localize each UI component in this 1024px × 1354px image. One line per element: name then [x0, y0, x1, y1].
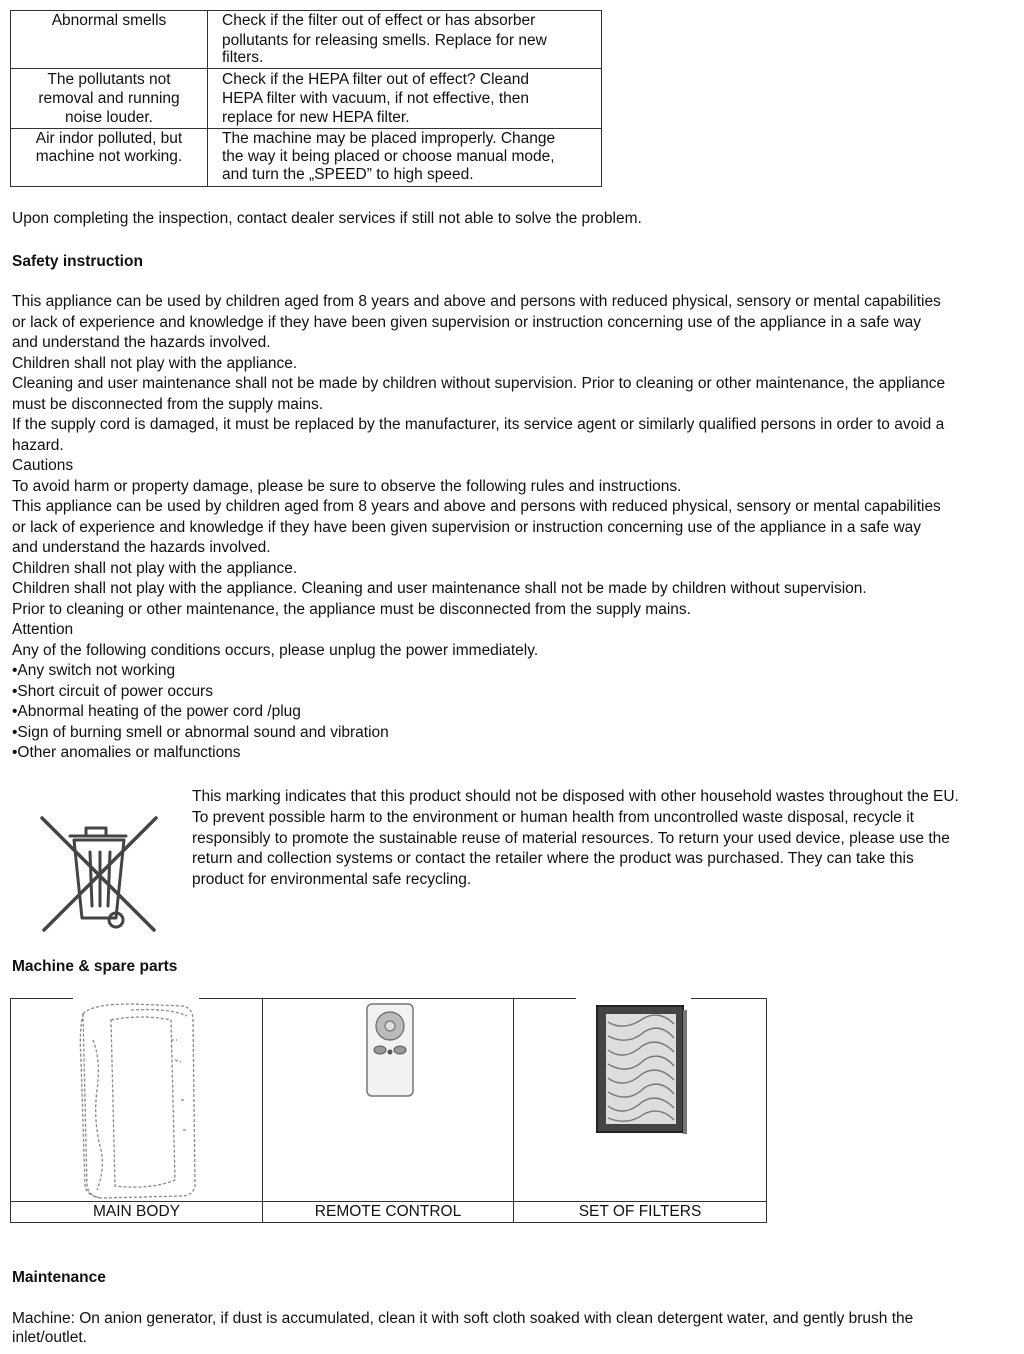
solution-cell: Check if the filter out of effect or has absorber pollutants for releasing smells. Replace for new filters.	[208, 11, 602, 69]
air-purifier-icon	[71, 1000, 206, 1200]
maintenance-text	[12, 1309, 1016, 1347]
text-line: responsibly to promote the sustainable reuse of material resources. To return your used device, please use the	[192, 829, 950, 847]
text-line: or lack of experience and knowledge if they have been given supervision or instruction concerning use of the appliance in a safe way	[12, 313, 922, 331]
part-main-body	[11, 998, 262, 1222]
text-line: Prior to cleaning or other maintenance, the appliance must be disconnected from the supply mains.	[12, 600, 691, 618]
text-line: To avoid harm or property damage, please be sure to observe the following rules and instructions.	[12, 477, 682, 495]
parts-heading: Machine & spare parts	[12, 958, 178, 975]
text-line: Children shall not play with the appliance.	[12, 559, 298, 577]
parts-table	[10, 998, 767, 1223]
cautions-heading: Cautions	[12, 457, 74, 474]
text-line: product for environmental safe recycling.	[192, 871, 472, 889]
text-line: If the supply cord is damaged, it must be replaced by the manufacturer, its service agent or similarly qualified persons in order to avoid a	[12, 416, 945, 433]
part-label: SET OF FILTERS	[578, 1203, 702, 1220]
bullet-item: •Abnormal heating of the power cord /plug	[12, 703, 301, 720]
text-line: or lack of experience and knowledge if they have been given supervision or instruction concerning use of the appliance in a safe way	[12, 518, 922, 536]
bullet-item: •Short circuit of power occurs	[12, 682, 213, 700]
bullet-item: •Other anomalies or malfunctions	[12, 744, 241, 761]
part-label: REMOTE CONTROL	[314, 1203, 462, 1220]
text-line: Machine: On anion generator, if dust is accumulated, clean it with soft cloth soaked with clean detergent water, and gently brush the	[12, 1310, 914, 1327]
inspection-note: Upon completing the inspection, contact dealer services if still not able to solve the problem.	[12, 210, 642, 227]
text-line: hazard.	[12, 436, 64, 454]
filter-set-icon	[594, 1002, 688, 1138]
text-line: This appliance can be used by children aged from 8 years and above and persons with reduced physical, sensory or mental capabilities	[12, 293, 941, 310]
part-filter-set	[514, 998, 766, 1222]
text-line: and understand the hazards involved.	[12, 334, 271, 351]
text-line: Any of the following conditions occurs, please unplug the power immediately.	[12, 641, 539, 659]
safety-heading: Safety instruction	[12, 253, 143, 270]
weee-notice	[192, 787, 1022, 891]
problem-cell: The pollutants not removal and running noise louder.	[11, 69, 208, 129]
text-line: must be disconnected from the supply mains.	[12, 395, 324, 413]
solution-cell: The machine may be placed improperly. Change the way it being placed or choose manual mode, and turn the „SPEED” to high speed.	[208, 129, 602, 187]
text-line: To prevent possible harm to the environment or human health from uncontrolled waste disposal, recycle it	[192, 808, 914, 826]
troubleshooting-table	[10, 10, 602, 187]
attention-heading: Attention	[12, 621, 74, 638]
text-line: return and collection systems or contact the retailer where the product was purchased. They can take this	[192, 850, 914, 868]
table-row	[11, 11, 602, 69]
text-line: inlet/outlet.	[12, 1329, 87, 1346]
bullet-item: •Any switch not working	[12, 662, 176, 679]
crossed-out-wheelie-bin-icon	[34, 806, 164, 936]
text-line: This marking indicates that this product should not be disposed with other household wastes throughout the EU.	[192, 788, 959, 805]
problem-cell: Air indor polluted, but machine not working.	[11, 129, 208, 187]
table-row	[11, 129, 602, 187]
text-line: Cleaning and user maintenance shall not be made by children without supervision. Prior to cleaning or other maintenance, the appliance	[12, 375, 946, 392]
text-line: Children shall not play with the appliance.	[12, 354, 298, 372]
table-row	[11, 69, 602, 129]
maintenance-heading: Maintenance	[12, 1269, 106, 1286]
text-line: and understand the hazards involved.	[12, 539, 271, 556]
part-label: MAIN BODY	[93, 1203, 180, 1220]
problem-cell: Abnormal smells	[11, 11, 208, 69]
text-line: Children shall not play with the appliance. Cleaning and user maintenance shall not be made by children without supervision.	[12, 580, 867, 597]
text-line: This appliance can be used by children aged from 8 years and above and persons with reduced physical, sensory or mental capabilities	[12, 498, 941, 515]
part-remote-control	[263, 998, 513, 1222]
safety-text	[12, 292, 1016, 764]
remote-control-icon	[363, 1002, 417, 1100]
bullet-item: •Sign of burning smell or abnormal sound and vibration	[12, 723, 389, 741]
solution-cell: Check if the HEPA filter out of effect? Cleand HEPA filter with vacuum, if not effective, then replace for new HEPA filter.	[208, 69, 602, 129]
